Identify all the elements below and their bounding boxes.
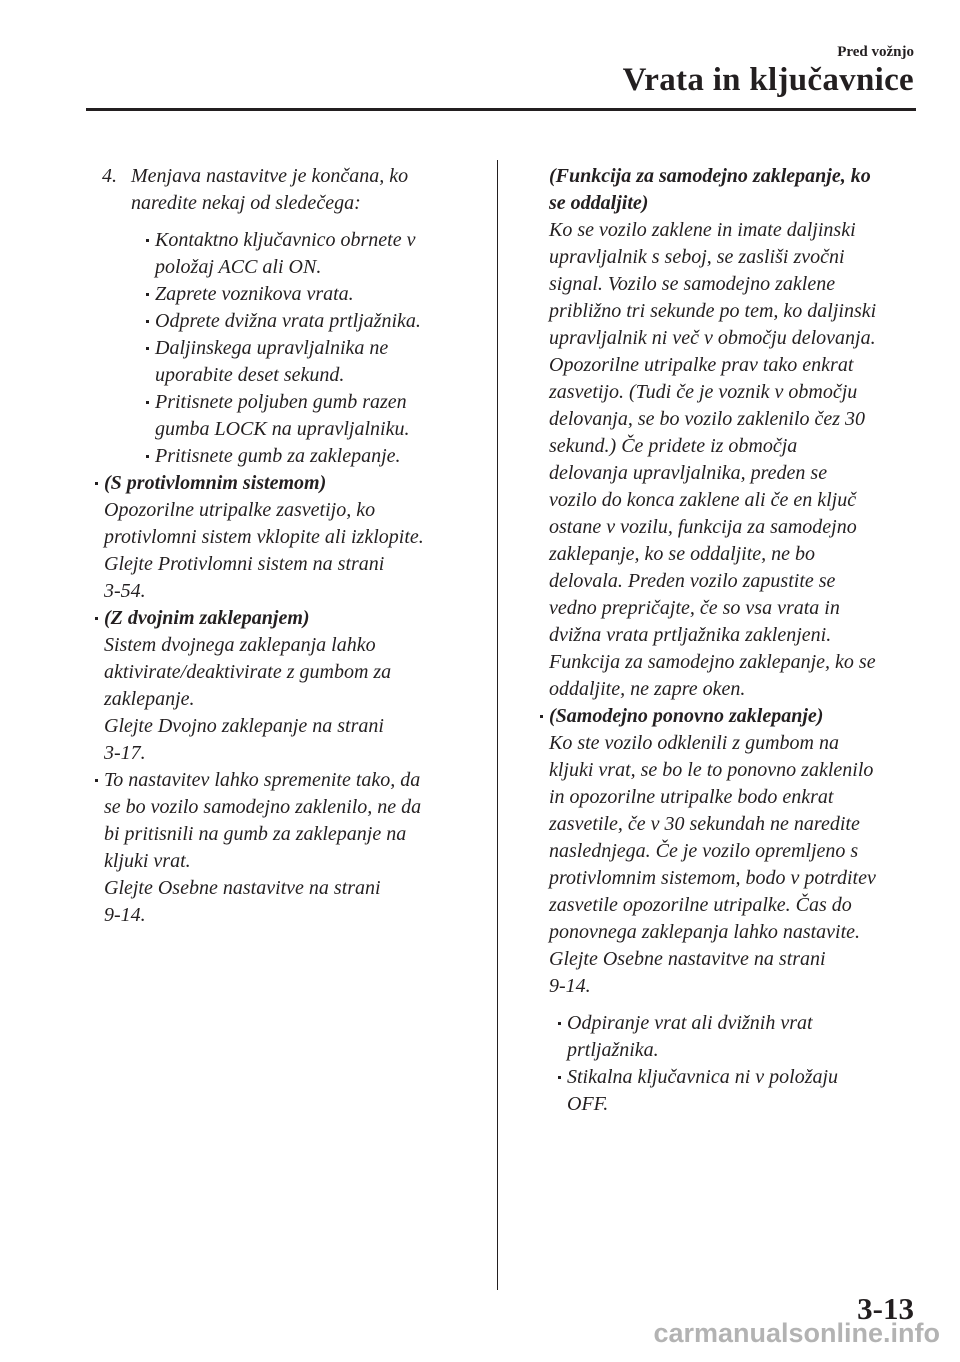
paragraph-line: delovala. Preden vozilo zapustite se [549, 570, 836, 592]
sub-bullet-line: gumba LOCK na upravljalniku. [155, 418, 410, 440]
paragraph-line: signal. Vozilo se samodejno zaklene [549, 273, 836, 295]
bullet-line: aktivirate/deaktivirate z gumbom za [104, 661, 392, 683]
bullet-line: protivlomni sistem vklopite ali izklopite. [104, 526, 424, 548]
bullet-line: bi pritisnili na gumb za zaklepanje na [104, 823, 407, 845]
sub-bullet-item [155, 335, 474, 389]
bullet-marker [95, 617, 98, 620]
bullet-marker [146, 401, 149, 404]
bullet-line: 3-17. [104, 742, 146, 764]
bullet-marker [558, 1022, 561, 1025]
sub-bullet-item [155, 281, 474, 308]
paragraph-line: delovanja, se bo vozilo zaklenilo čez 30 [549, 408, 866, 430]
sub-bullet-line: Kontaktno ključavnico obrnete v [155, 229, 416, 251]
section-label: Pred vožnjo [837, 44, 914, 60]
sub-bullet-line: Stikalna ključavnica ni v položaju [567, 1066, 839, 1088]
paragraph-line: dvižna vrata prtljažnika zaklenjeni. [549, 624, 832, 646]
relock-sub-bullets [549, 1010, 921, 1118]
paragraph-line: kljuki vrat, se bo le to ponovno zaklenilo [549, 759, 874, 781]
bullet-setting-change [104, 767, 474, 929]
paragraph-line: sekund.) Če pridete iz območja [549, 435, 798, 457]
step-4 [102, 163, 474, 217]
page-title: Vrata in ključavnice [622, 62, 914, 98]
sub-bullet-item [567, 1064, 921, 1118]
sub-bullet-line: OFF. [567, 1093, 609, 1115]
header-divider [86, 108, 916, 111]
bullet-marker [146, 320, 149, 323]
bullet-marker [95, 779, 98, 782]
bullet-marker [146, 455, 149, 458]
paragraph-line: oddaljite, ne zapre oken. [549, 678, 746, 700]
bullet-line: se bo vozilo samodejno zaklenilo, ne da [104, 796, 422, 818]
sub-bullet-line: prtljažnika. [567, 1039, 659, 1061]
step-sub-bullets [102, 227, 474, 470]
bullet-line: 9-14. [104, 904, 146, 926]
bullet-marker [146, 293, 149, 296]
sub-bullet-line: Pritisnete gumb za zaklepanje. [155, 445, 401, 467]
paragraph-line: približno tri sekunde po tem, ko daljinski [549, 300, 877, 322]
bullet-heading: (Z dvojnim zaklepanjem) [104, 607, 310, 629]
bullet-double-lock [104, 605, 474, 767]
paragraph-line: vedno prepričajte, če so vsa vrata in [549, 597, 840, 619]
paragraph-line: upravljalnik ni več v območju delovanja. [549, 327, 876, 349]
sub-bullet-line: Daljinskega upravljalnika ne [155, 337, 389, 359]
bullet-marker [95, 482, 98, 485]
paragraph-line: ostane v vozilu, funkcija za samodejno [549, 516, 857, 538]
paragraph-line: Ko se vozilo zaklene in imate daljinski [549, 219, 856, 241]
paragraph-line: Opozorilne utripalke prav tako enkrat [549, 354, 854, 376]
main-bullets [102, 470, 474, 929]
bullet-anti-theft [104, 470, 474, 605]
sub-bullet-line: položaj ACC ali ON. [155, 256, 322, 278]
paragraph-line: naslednjega. Če je vozilo opremljeno s [549, 840, 859, 862]
paragraph-line: zasvetile opozorilne utripalke. Čas do [549, 894, 852, 916]
paragraph-line: in opozorilne utripalke bodo enkrat [549, 786, 834, 808]
bullet-marker [146, 347, 149, 350]
bullet-line: 3-54. [104, 580, 146, 602]
sub-bullet-line: Odprete dvižna vrata prtljažnika. [155, 310, 421, 332]
sub-bullet-item [155, 443, 474, 470]
paragraph-line: zaklepanje, ko se oddaljite, ne bo [549, 543, 816, 565]
paragraph-line: zasvetile, če v 30 sekundah ne naredite [549, 813, 860, 835]
sub-bullet-line: Odpiranje vrat ali dvižnih vrat [567, 1012, 813, 1034]
sub-bullet-line: Pritisnete poljuben gumb razen [155, 391, 407, 413]
paragraph-line: Glejte Osebne nastavitve na strani [549, 948, 826, 970]
sub-bullet-item [155, 308, 474, 335]
paragraph-line: protivlomnim sistemom, bodo v potrditev [549, 867, 876, 889]
paragraph-line: Ko ste vozilo odklenili z gumbom na [549, 732, 839, 754]
left-column [102, 163, 474, 929]
page-number: 3-13 [857, 1291, 914, 1326]
bullet-marker [146, 239, 149, 242]
paragraph-line: zasvetijo. (Tudi če je voznik v območju [549, 381, 858, 403]
paragraph-line: ponovnega zaklepanja lahko nastavite. [549, 921, 861, 943]
step-text-line: Menjava nastavitve je končana, ko [131, 165, 409, 187]
paragraph-line: upravljalnik s seboj, se zasliši zvočni [549, 246, 845, 268]
sub-bullet-item [155, 389, 474, 443]
watermark: carmanualsonline.info [653, 1318, 940, 1348]
paragraph-line: delovanja upravljalnika, preden se [549, 462, 828, 484]
bullet-marker [558, 1076, 561, 1079]
bullet-line: zaklepanje. [104, 688, 195, 710]
paragraph-line: vozilo do konca zaklene ali če en ključ [549, 489, 857, 511]
bullet-line: kljuki vrat. [104, 850, 191, 872]
bullet-line: Opozorilne utripalke zasvetijo, ko [104, 499, 376, 521]
relock-section [549, 703, 921, 1000]
sub-bullet-line: Zaprete voznikova vrata. [155, 283, 354, 305]
paragraph-line: 9-14. [549, 975, 591, 997]
bullet-line: To nastavitev lahko spremenite tako, da [104, 769, 421, 791]
bullet-line: Sistem dvojnega zaklepanja lahko [104, 634, 376, 656]
section-heading: (Samodejno ponovno zaklepanje) [549, 705, 824, 727]
right-column [549, 163, 921, 1118]
bullet-heading: (S protivlomnim sistemom) [104, 472, 327, 494]
sub-bullet-line: uporabite deset sekund. [155, 364, 345, 386]
bullet-marker [540, 715, 543, 718]
auto-lock-section [549, 163, 921, 703]
bullet-line: Glejte Protivlomni sistem na strani [104, 553, 385, 575]
sub-bullet-item [567, 1010, 921, 1064]
section-heading: se oddaljite) [549, 192, 649, 214]
sub-bullet-item [155, 227, 474, 281]
bullet-line: Glejte Osebne nastavitve na strani [104, 877, 381, 899]
step-number: 4. [102, 165, 117, 187]
column-divider [497, 160, 498, 1290]
step-text-line: naredite nekaj od sledečega: [131, 192, 361, 214]
paragraph-line: Funkcija za samodejno zaklepanje, ko se [549, 651, 876, 673]
section-heading: (Funkcija za samodejno zaklepanje, ko [549, 165, 871, 187]
bullet-line: Glejte Dvojno zaklepanje na strani [104, 715, 384, 737]
